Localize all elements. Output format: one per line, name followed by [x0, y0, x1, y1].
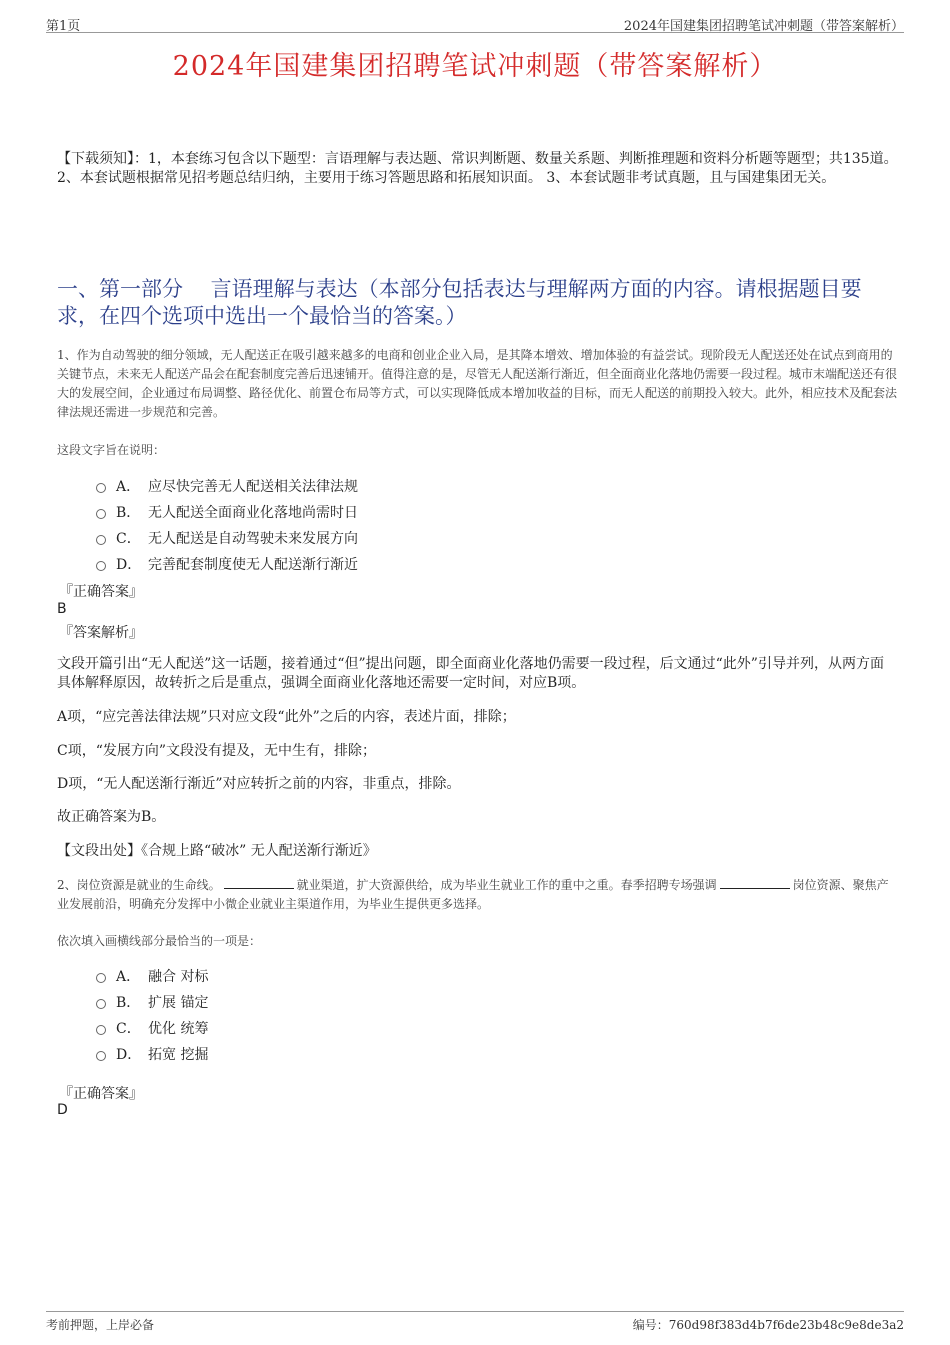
- footer-serial: 编号：760d98f383d4b7f6de23b48c9e8de3a2: [632, 1318, 904, 1332]
- analysis-paragraph: A项，“应完善法律法规”只对应文段“此外”之后的内容，表述片面，排除；: [57, 709, 516, 725]
- analysis-label: 『答案解析』: [59, 625, 143, 641]
- radio-icon[interactable]: [96, 483, 106, 493]
- question-1-text: 1、作为自动驾驶的细分领域，无人配送正在吸引越来越多的电商和创业企业入局，是其降本增效、增加体验的有益尝试。现阶段无人配送还处在试点到商用的关键节点，未来无人配送产品会在配套制度完善后迅速铺开。值得注意的是，尽管无人配送渐行渐近，但全面商业化落地仍需要一段过程。城市末端配送还有很大的发展空间，企业通过布局调整、路径优化、前置仓布局等方式，可以实现降低成本增加收益的目标，而无人配送的前期投入较大。此外，相应技术及配套法律法规还需进一步规范和完善。: [57, 348, 898, 419]
- option-a[interactable]: [96, 473, 358, 499]
- analysis-conclusion: 故正确答案为B。: [57, 809, 166, 825]
- option-c[interactable]: [96, 525, 358, 551]
- document-title: 2024年国建集团招聘笔试冲刺题（带答案解析）: [172, 51, 778, 82]
- radio-icon[interactable]: [96, 509, 106, 519]
- section-title: 一、第一部分 言语理解与表达（本部分包括表达与理解两方面的内容。请根据题目要求，在四个选项中选出一个最恰当的答案。）: [57, 277, 862, 328]
- analysis-paragraph: C项，“发展方向”文段没有提及，无中生有，排除；: [57, 743, 377, 759]
- option-b[interactable]: [96, 499, 358, 525]
- option-letter: D．: [116, 557, 142, 573]
- question-2-text: [57, 876, 897, 914]
- option-text: 无人配送全面商业化落地尚需时日: [148, 505, 358, 521]
- option-text: 扩展 锚定: [148, 995, 209, 1011]
- page-number: 第1页: [46, 19, 81, 34]
- page-footer: [46, 1311, 904, 1334]
- option-letter: A．: [116, 479, 141, 495]
- option-c[interactable]: [96, 1015, 208, 1041]
- radio-icon[interactable]: [96, 1025, 106, 1035]
- radio-icon[interactable]: [96, 999, 106, 1009]
- option-letter: B．: [116, 995, 141, 1011]
- page-header: [46, 12, 904, 33]
- question-1-options: [96, 473, 358, 577]
- option-letter: A．: [116, 969, 141, 985]
- radio-icon[interactable]: [96, 1051, 106, 1061]
- radio-icon[interactable]: [96, 973, 106, 983]
- header-doc-title: 2024年国建集团招聘笔试冲刺题（带答案解析）: [623, 19, 904, 34]
- fill-blank: [224, 877, 294, 889]
- question-2-options: [96, 963, 208, 1067]
- option-text: 无人配送是自动驾驶未来发展方向: [148, 531, 358, 547]
- footer-slogan: 考前押题，上岸必备: [46, 1318, 155, 1332]
- question-2-text-part: 2、岗位资源是就业的生命线。: [57, 878, 221, 892]
- option-d[interactable]: [96, 551, 358, 577]
- analysis-paragraph: D项，“无人配送渐行渐近”对应转折之前的内容，非重点，排除。: [57, 776, 461, 792]
- option-b[interactable]: [96, 989, 208, 1015]
- question-2-prompt: 依次填入画横线部分最恰当的一项是：: [57, 934, 262, 948]
- source-citation: 【文段出处】《合规上路“破冰” 无人配送渐行渐近》: [57, 843, 377, 859]
- option-text: 融合 对标: [148, 969, 209, 985]
- answer-value: D: [57, 1102, 68, 1118]
- analysis-paragraph: 文段开篇引出“无人配送”这一话题，接着通过“但”提出问题，即全面商业化落地仍需要一段过程，后文通过“此外”引导并列，从两方面具体解释原因，故转折之后是重点，强调全面商业化落地还需要一定时间，对应B项。: [57, 656, 884, 691]
- option-text: 应尽快完善无人配送相关法律法规: [148, 479, 358, 495]
- option-d[interactable]: [96, 1041, 208, 1067]
- answer-label: 『正确答案』: [59, 584, 143, 600]
- question-1-prompt: 这段文字旨在说明：: [57, 443, 166, 457]
- question-2-text-part: 就业渠道，扩大资源供给，成为毕业生就业工作的重中之重。春季招聘专场强调: [296, 878, 717, 892]
- option-letter: C．: [116, 1021, 141, 1037]
- answer-label: 『正确答案』: [59, 1086, 143, 1102]
- option-letter: C．: [116, 531, 141, 547]
- option-letter: D．: [116, 1047, 142, 1063]
- download-notice: 【下载须知】：1，本套练习包含以下题型：言语理解与表达题、常识判断题、数量关系题、判断推理题和资料分析题等题型；共135道。 2、本套试题根据常见招考题总结归纳，主要用于练习答题思路和拓展知识面。 3、本套试题非考试真题，且与国建集团无关。: [57, 151, 898, 186]
- option-a[interactable]: [96, 963, 208, 989]
- answer-value: B: [57, 601, 67, 617]
- option-text: 完善配套制度使无人配送渐行渐近: [148, 557, 358, 573]
- radio-icon[interactable]: [96, 535, 106, 545]
- option-text: 拓宽 挖掘: [148, 1047, 209, 1063]
- radio-icon[interactable]: [96, 561, 106, 571]
- option-letter: B．: [116, 505, 141, 521]
- question-2-text-part: 岗位资源、聚焦产业发展前沿，明确充分发挥中小微企业就业主渠道作用，为毕业生提供更多选择。: [57, 878, 889, 911]
- fill-blank: [720, 877, 790, 889]
- option-text: 优化 统筹: [148, 1021, 209, 1037]
